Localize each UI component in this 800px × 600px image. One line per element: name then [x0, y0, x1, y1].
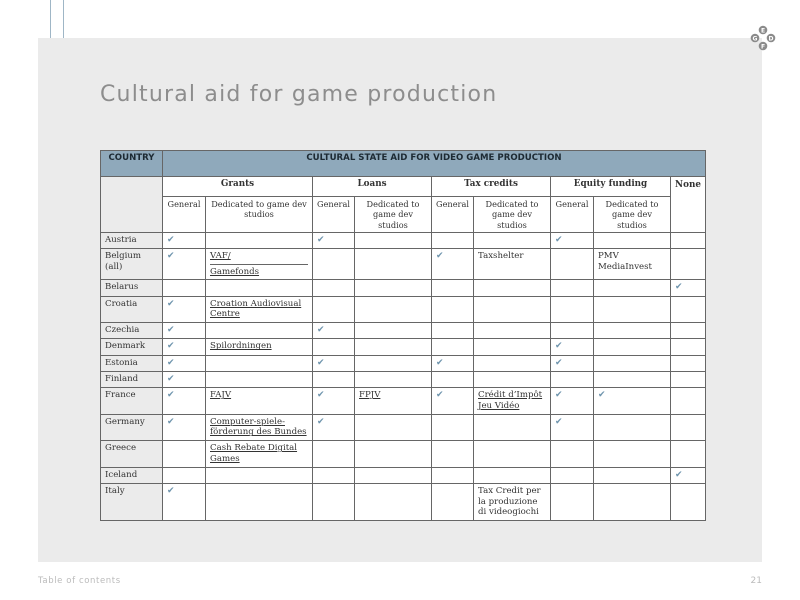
sub-header-dedicated: Dedicated to game dev studios	[206, 197, 313, 233]
table-row	[101, 371, 706, 387]
country-cell: Iceland	[101, 467, 163, 483]
aid-cell	[355, 249, 432, 280]
aid-cell	[313, 414, 355, 440]
aid-cell	[313, 441, 355, 467]
aid-cell	[163, 249, 206, 280]
aid-cell	[551, 441, 594, 467]
check-icon: ✔	[555, 390, 563, 401]
aid-cell	[313, 483, 355, 520]
country-cell: Estonia	[101, 355, 163, 371]
country-cell: Germany	[101, 414, 163, 440]
aid-cell	[206, 467, 313, 483]
aid-cell	[163, 339, 206, 355]
aid-cell	[594, 232, 671, 248]
page-title: Cultural aid for game production	[100, 82, 498, 107]
aid-cell	[594, 441, 671, 467]
table-row	[101, 355, 706, 371]
check-icon: ✔	[555, 416, 563, 427]
aid-cell	[313, 296, 355, 322]
aid-cell	[313, 232, 355, 248]
group-header-none: None	[671, 177, 706, 233]
sub-header-dedicated: Dedicated to game dev studios	[594, 197, 671, 233]
aid-cell	[551, 467, 594, 483]
aid-cell	[474, 249, 551, 280]
aid-cell	[432, 441, 474, 467]
aid-cell	[474, 388, 551, 414]
page-number: 21	[750, 576, 762, 586]
aid-cell	[163, 483, 206, 520]
aid-program-link[interactable]: Computer-spiele-förderung des Bundes	[210, 416, 307, 438]
aid-cell	[594, 323, 671, 339]
aid-cell	[671, 414, 706, 440]
aid-cell	[594, 483, 671, 520]
check-icon: ✔	[317, 416, 325, 427]
aid-cell	[163, 280, 206, 296]
aid-program-link[interactable]: Croation Audiovisual Centre	[210, 298, 302, 320]
aid-cell	[313, 323, 355, 339]
aid-cell	[594, 249, 671, 280]
svg-text:E: E	[760, 27, 766, 35]
aid-cell	[551, 323, 594, 339]
aid-program-link[interactable]: Gamefonds	[210, 266, 260, 277]
check-icon: ✔	[598, 390, 606, 401]
table-row	[101, 441, 706, 467]
aid-cell	[432, 388, 474, 414]
aid-cell	[551, 355, 594, 371]
aid-cell	[163, 467, 206, 483]
check-icon: ✔	[167, 341, 175, 352]
group-header-equity: Equity funding	[551, 177, 671, 197]
aid-cell	[313, 280, 355, 296]
aid-program-link[interactable]: Spilordningen	[210, 341, 272, 352]
aid-cell	[432, 249, 474, 280]
aid-cell	[313, 467, 355, 483]
check-icon: ✔	[317, 390, 325, 401]
aid-cell	[594, 371, 671, 387]
aid-cell	[474, 371, 551, 387]
cultural-aid-table	[100, 150, 706, 521]
check-icon: ✔	[555, 234, 563, 245]
header-corner	[101, 177, 163, 233]
aid-cell	[355, 483, 432, 520]
aid-cell	[551, 232, 594, 248]
check-icon: ✔	[436, 357, 444, 368]
aid-cell	[206, 441, 313, 467]
aid-program-text: PMV MediaInvest	[598, 251, 652, 272]
country-header: COUNTRY	[101, 151, 163, 177]
aid-cell	[474, 296, 551, 322]
table-row	[101, 232, 706, 248]
aid-program-link[interactable]: VAF/	[210, 251, 231, 261]
table-row	[101, 296, 706, 322]
aid-cell	[163, 388, 206, 414]
aid-cell	[432, 296, 474, 322]
country-cell: Greece	[101, 441, 163, 467]
aid-cell	[551, 414, 594, 440]
aid-cell	[594, 296, 671, 322]
aid-cell	[355, 355, 432, 371]
table-row	[101, 280, 706, 296]
aid-program-link[interactable]: Cash Rebate Digital Games	[210, 443, 298, 464]
table-row	[101, 414, 706, 440]
aid-cell	[594, 355, 671, 371]
aid-cell	[313, 388, 355, 414]
aid-cell	[206, 414, 313, 440]
check-icon: ✔	[167, 251, 175, 261]
check-icon: ✔	[436, 390, 444, 401]
check-icon: ✔	[167, 390, 175, 401]
aid-cell	[206, 249, 313, 280]
aid-cell	[474, 483, 551, 520]
table-of-contents-link[interactable]: Table of contents	[38, 576, 121, 586]
aid-cell	[206, 355, 313, 371]
country-cell: Czechia	[101, 323, 163, 339]
country-cell: France	[101, 388, 163, 414]
aid-cell	[163, 355, 206, 371]
check-icon: ✔	[167, 416, 175, 427]
country-cell: Denmark	[101, 339, 163, 355]
aid-cell	[474, 414, 551, 440]
check-icon: ✔	[167, 357, 175, 368]
aid-cell	[671, 388, 706, 414]
aid-cell	[206, 483, 313, 520]
aid-cell	[163, 371, 206, 387]
group-header-loans: Loans	[313, 177, 432, 197]
aid-cell	[551, 483, 594, 520]
check-icon: ✔	[167, 485, 175, 496]
group-header-grants: Grants	[163, 177, 313, 197]
check-icon: ✔	[317, 325, 325, 336]
aid-cell	[206, 339, 313, 355]
aid-cell	[432, 483, 474, 520]
aid-cell	[671, 296, 706, 322]
check-icon: ✔	[317, 234, 325, 245]
aid-cell	[432, 467, 474, 483]
aid-cell	[671, 280, 706, 296]
aid-program-text: Taxshelter	[478, 251, 524, 261]
table-row	[101, 323, 706, 339]
check-icon: ✔	[675, 282, 683, 293]
check-icon: ✔	[167, 234, 175, 245]
aid-cell	[474, 232, 551, 248]
aid-cell	[474, 467, 551, 483]
aid-cell	[355, 414, 432, 440]
table-row	[101, 388, 706, 414]
aid-cell	[594, 388, 671, 414]
check-icon: ✔	[555, 357, 563, 368]
aid-cell	[474, 441, 551, 467]
check-icon: ✔	[167, 298, 175, 309]
aid-cell	[432, 232, 474, 248]
aid-cell	[355, 388, 432, 414]
check-icon: ✔	[167, 373, 175, 384]
aid-cell	[432, 323, 474, 339]
aid-cell	[206, 388, 313, 414]
aid-cell	[671, 355, 706, 371]
check-icon: ✔	[167, 325, 175, 336]
aid-cell	[355, 467, 432, 483]
country-cell: Belarus	[101, 280, 163, 296]
aid-program-link[interactable]: FPJV	[359, 390, 381, 401]
aid-cell	[671, 467, 706, 483]
sub-header-general: General	[551, 197, 594, 233]
aid-cell	[551, 296, 594, 322]
aid-cell	[551, 371, 594, 387]
aid-cell	[355, 296, 432, 322]
aid-cell	[355, 280, 432, 296]
country-cell: Belgium (all)	[101, 249, 163, 280]
aid-cell	[671, 483, 706, 520]
group-header-tax-credits: Tax credits	[432, 177, 551, 197]
country-cell: Finland	[101, 371, 163, 387]
sub-header-dedicated: Dedicated to game dev studios	[474, 197, 551, 233]
main-header: CULTURAL STATE AID FOR VIDEO GAME PRODUCTION	[163, 151, 706, 177]
table-row	[101, 339, 706, 355]
aid-cell	[206, 371, 313, 387]
aid-cell	[671, 249, 706, 280]
aid-cell	[594, 467, 671, 483]
aid-cell	[551, 280, 594, 296]
sub-header-general: General	[163, 197, 206, 233]
sub-header-general: General	[432, 197, 474, 233]
sub-header-general: General	[313, 197, 355, 233]
aid-cell	[313, 249, 355, 280]
aid-cell	[432, 355, 474, 371]
aid-cell	[551, 339, 594, 355]
aid-cell	[163, 414, 206, 440]
country-cell: Austria	[101, 232, 163, 248]
aid-cell	[206, 296, 313, 322]
aid-program-text: Tax Credit per la produzione di videogiochi	[478, 485, 541, 518]
aid-cell	[594, 339, 671, 355]
aid-cell	[163, 441, 206, 467]
sub-header-dedicated: Dedicated to game dev studios	[355, 197, 432, 233]
aid-cell	[355, 232, 432, 248]
check-icon: ✔	[555, 341, 563, 352]
aid-cell	[474, 280, 551, 296]
check-icon: ✔	[317, 357, 325, 368]
aid-cell	[355, 339, 432, 355]
aid-cell	[551, 249, 594, 280]
aid-cell	[671, 441, 706, 467]
aid-cell	[355, 371, 432, 387]
aid-cell	[163, 323, 206, 339]
aid-cell	[671, 323, 706, 339]
aid-cell	[594, 280, 671, 296]
check-icon: ✔	[675, 469, 683, 480]
aid-program-link[interactable]: Crédit d’Impôt Jeu Vidéo	[478, 390, 543, 411]
aid-cell	[432, 280, 474, 296]
aid-cell	[355, 323, 432, 339]
country-cell: Croatia	[101, 296, 163, 322]
aid-cell	[671, 339, 706, 355]
svg-text:F: F	[760, 43, 766, 51]
table-body	[101, 232, 706, 520]
aid-cell	[206, 323, 313, 339]
aid-cell	[432, 371, 474, 387]
aid-program-link[interactable]: FAJV	[210, 390, 232, 401]
aid-cell	[206, 232, 313, 248]
aid-cell	[163, 232, 206, 248]
aid-cell	[474, 339, 551, 355]
table-row	[101, 249, 706, 280]
aid-cell	[313, 371, 355, 387]
aid-cell	[671, 232, 706, 248]
svg-text:D: D	[768, 35, 774, 43]
aid-cell	[432, 339, 474, 355]
aid-cell	[474, 355, 551, 371]
aid-cell	[594, 414, 671, 440]
country-cell: Italy	[101, 483, 163, 520]
check-icon: ✔	[436, 251, 444, 261]
table-row	[101, 483, 706, 520]
aid-cell	[163, 296, 206, 322]
table-row	[101, 467, 706, 483]
aid-cell	[432, 414, 474, 440]
aid-cell	[551, 388, 594, 414]
aid-cell	[671, 371, 706, 387]
egdf-logo	[749, 24, 777, 52]
aid-cell	[474, 323, 551, 339]
svg-text:G: G	[752, 35, 758, 43]
aid-cell	[313, 339, 355, 355]
aid-cell	[313, 355, 355, 371]
aid-cell	[206, 280, 313, 296]
aid-cell	[355, 441, 432, 467]
